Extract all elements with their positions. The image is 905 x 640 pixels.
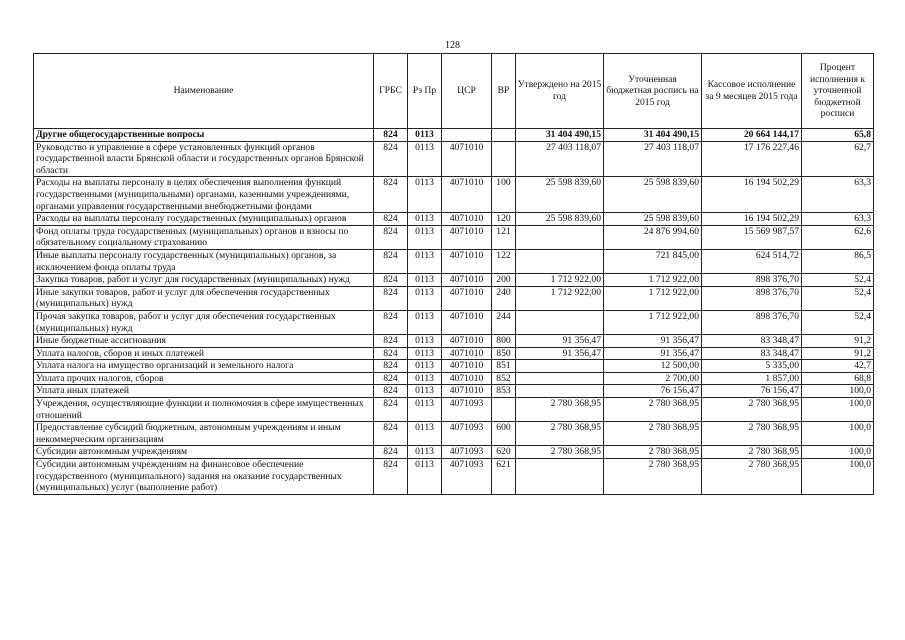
- cell-csr: 4071010: [442, 225, 492, 249]
- cell-percent: 100,0: [802, 398, 874, 422]
- cell-grbs: 824: [374, 360, 408, 373]
- cell-rzpr: 0113: [408, 213, 442, 226]
- cell-csr: [442, 129, 492, 142]
- table-row: [34, 422, 874, 446]
- cell-percent: 62,6: [802, 225, 874, 249]
- header-csr: ЦСР: [442, 54, 492, 129]
- cell-vr: [492, 398, 516, 422]
- cell-approved: 2 780 368,95: [516, 422, 604, 446]
- cell-percent: 65,8: [802, 129, 874, 142]
- table-row: [34, 249, 874, 273]
- cell-refined: 2 700,00: [604, 372, 702, 385]
- cell-percent: 86,5: [802, 249, 874, 273]
- cell-rzpr: 0113: [408, 286, 442, 310]
- table-row: [34, 398, 874, 422]
- cell-refined: 1 712 922,00: [604, 274, 702, 287]
- cell-grbs: 824: [374, 129, 408, 142]
- cell-csr: 4071010: [442, 286, 492, 310]
- cell-cash: 5 335,00: [702, 360, 802, 373]
- cell-cash: 624 514,72: [702, 249, 802, 273]
- cell-refined: 25 598 839,60: [604, 213, 702, 226]
- cell-name: Другие общегосударственные вопросы: [34, 129, 374, 142]
- header-cash: Кассовое исполнение за 9 месяцев 2015 года: [702, 54, 802, 129]
- table-row: [34, 385, 874, 398]
- cell-vr: 850: [492, 347, 516, 360]
- cell-rzpr: 0113: [408, 372, 442, 385]
- header-grbs: ГРБС: [374, 54, 408, 129]
- cell-vr: 853: [492, 385, 516, 398]
- cell-approved: [516, 249, 604, 273]
- cell-name: Учреждения, осуществляющие функции и полномочия в сфере имущественных отношений: [34, 398, 374, 422]
- cell-cash: 17 176 227,46: [702, 141, 802, 177]
- cell-grbs: 824: [374, 385, 408, 398]
- cell-rzpr: 0113: [408, 274, 442, 287]
- header-rzpr: Рз Пр: [408, 54, 442, 129]
- cell-name: Уплата налога на имущество организаций и земельного налога: [34, 360, 374, 373]
- table-row: [34, 129, 874, 142]
- cell-csr: 4071093: [442, 446, 492, 459]
- cell-percent: 100,0: [802, 422, 874, 446]
- cell-name: Иные бюджетные ассигнования: [34, 335, 374, 348]
- cell-percent: 52,4: [802, 310, 874, 334]
- cell-cash: 2 780 368,95: [702, 422, 802, 446]
- cell-vr: 621: [492, 459, 516, 495]
- header-vr: ВР: [492, 54, 516, 129]
- cell-approved: [516, 385, 604, 398]
- cell-grbs: 824: [374, 177, 408, 213]
- cell-rzpr: 0113: [408, 398, 442, 422]
- table-body: [34, 129, 874, 495]
- cell-percent: 91,2: [802, 335, 874, 348]
- cell-csr: 4071093: [442, 422, 492, 446]
- cell-vr: 122: [492, 249, 516, 273]
- cell-refined: 27 403 118,07: [604, 141, 702, 177]
- cell-cash: 2 780 368,95: [702, 398, 802, 422]
- cell-rzpr: 0113: [408, 249, 442, 273]
- cell-csr: 4071010: [442, 310, 492, 334]
- cell-name: Фонд оплаты труда государственных (муниципальных) органов и взносы по обязательному социальному страхованию: [34, 225, 374, 249]
- cell-approved: 27 403 118,07: [516, 141, 604, 177]
- cell-cash: 2 780 368,95: [702, 459, 802, 495]
- table-row: [34, 310, 874, 334]
- cell-refined: 91 356,47: [604, 347, 702, 360]
- cell-csr: 4071010: [442, 372, 492, 385]
- cell-grbs: 824: [374, 372, 408, 385]
- cell-refined: 1 712 922,00: [604, 310, 702, 334]
- cell-csr: 4071010: [442, 141, 492, 177]
- table-row: [34, 177, 874, 213]
- cell-refined: 2 780 368,95: [604, 446, 702, 459]
- cell-csr: 4071010: [442, 274, 492, 287]
- table-row: [34, 141, 874, 177]
- header-row: [34, 54, 874, 129]
- cell-grbs: 824: [374, 310, 408, 334]
- table-row: [34, 347, 874, 360]
- cell-name: Субсидии автономным учреждениям: [34, 446, 374, 459]
- cell-vr: 620: [492, 446, 516, 459]
- cell-grbs: 824: [374, 446, 408, 459]
- cell-approved: 1 712 922,00: [516, 286, 604, 310]
- cell-name: Расходы на выплаты персоналу государственных (муниципальных) органов: [34, 213, 374, 226]
- cell-csr: 4071010: [442, 249, 492, 273]
- cell-cash: 898 376,70: [702, 286, 802, 310]
- header-refined: Уточненная бюджетная роспись на 2015 год: [604, 54, 702, 129]
- cell-cash: 20 664 144,17: [702, 129, 802, 142]
- cell-refined: 2 780 368,95: [604, 422, 702, 446]
- cell-name: Руководство и управление в сфере установленных функций органов государственной власти Брянской области и государственных органов Брянской области: [34, 141, 374, 177]
- cell-cash: 15 569 987,57: [702, 225, 802, 249]
- cell-csr: 4071093: [442, 459, 492, 495]
- cell-csr: 4071010: [442, 177, 492, 213]
- cell-approved: 1 712 922,00: [516, 274, 604, 287]
- cell-cash: 898 376,70: [702, 310, 802, 334]
- cell-refined: 76 156,47: [604, 385, 702, 398]
- table-row: [34, 274, 874, 287]
- cell-rzpr: 0113: [408, 446, 442, 459]
- cell-percent: 91,2: [802, 347, 874, 360]
- cell-rzpr: 0113: [408, 335, 442, 348]
- table-row: [34, 286, 874, 310]
- cell-name: Иные выплаты персоналу государственных (муниципальных) органов, за исключением фонда оплаты труда: [34, 249, 374, 273]
- cell-vr: [492, 129, 516, 142]
- cell-name: Уплата налогов, сборов и иных платежей: [34, 347, 374, 360]
- cell-percent: 52,4: [802, 274, 874, 287]
- cell-vr: 200: [492, 274, 516, 287]
- cell-refined: 2 780 368,95: [604, 398, 702, 422]
- cell-grbs: 824: [374, 213, 408, 226]
- cell-rzpr: 0113: [408, 459, 442, 495]
- cell-vr: 120: [492, 213, 516, 226]
- cell-rzpr: 0113: [408, 141, 442, 177]
- cell-percent: 100,0: [802, 446, 874, 459]
- cell-cash: 898 376,70: [702, 274, 802, 287]
- cell-name: Уплата прочих налогов, сборов: [34, 372, 374, 385]
- cell-csr: 4071010: [442, 360, 492, 373]
- cell-grbs: 824: [374, 459, 408, 495]
- cell-csr: 4071010: [442, 385, 492, 398]
- cell-vr: 600: [492, 422, 516, 446]
- cell-rzpr: 0113: [408, 225, 442, 249]
- cell-percent: 63,3: [802, 213, 874, 226]
- cell-percent: 100,0: [802, 385, 874, 398]
- cell-refined: 1 712 922,00: [604, 286, 702, 310]
- cell-cash: 2 780 368,95: [702, 446, 802, 459]
- page-number: 128: [445, 40, 460, 51]
- table-row: [34, 446, 874, 459]
- cell-csr: 4071010: [442, 347, 492, 360]
- cell-refined: 31 404 490,15: [604, 129, 702, 142]
- cell-grbs: 824: [374, 422, 408, 446]
- cell-grbs: 824: [374, 249, 408, 273]
- cell-name: Прочая закупка товаров, работ и услуг для обеспечения государственных (муниципальных) нужд: [34, 310, 374, 334]
- cell-vr: 244: [492, 310, 516, 334]
- table-row: [34, 225, 874, 249]
- cell-approved: 25 598 839,60: [516, 177, 604, 213]
- cell-approved: 2 780 368,95: [516, 398, 604, 422]
- cell-vr: 100: [492, 177, 516, 213]
- header-name: Наименование: [34, 54, 374, 129]
- cell-cash: 1 857,00: [702, 372, 802, 385]
- cell-name: Предоставление субсидий бюджетным, автономным учреждениям и иным некоммерческим организациям: [34, 422, 374, 446]
- cell-name: Уплата иных платежей: [34, 385, 374, 398]
- cell-name: Закупка товаров, работ и услуг для государственных (муниципальных) нужд: [34, 274, 374, 287]
- cell-vr: [492, 141, 516, 177]
- header-approved: Утверждено на 2015 год: [516, 54, 604, 129]
- cell-grbs: 824: [374, 141, 408, 177]
- cell-approved: 91 356,47: [516, 335, 604, 348]
- cell-grbs: 824: [374, 347, 408, 360]
- cell-grbs: 824: [374, 335, 408, 348]
- cell-approved: 31 404 490,15: [516, 129, 604, 142]
- cell-vr: 852: [492, 372, 516, 385]
- cell-rzpr: 0113: [408, 310, 442, 334]
- cell-cash: 83 348,47: [702, 335, 802, 348]
- cell-vr: 121: [492, 225, 516, 249]
- table-row: [34, 360, 874, 373]
- cell-cash: 16 194 502,29: [702, 177, 802, 213]
- cell-cash: 76 156,47: [702, 385, 802, 398]
- cell-refined: 2 780 368,95: [604, 459, 702, 495]
- table-row: [34, 335, 874, 348]
- table-row: [34, 372, 874, 385]
- table-row: [34, 459, 874, 495]
- cell-approved: [516, 310, 604, 334]
- cell-refined: 12 500,00: [604, 360, 702, 373]
- cell-refined: 25 598 839,60: [604, 177, 702, 213]
- cell-csr: 4071010: [442, 335, 492, 348]
- cell-refined: 91 356,47: [604, 335, 702, 348]
- cell-percent: 42,7: [802, 360, 874, 373]
- cell-name: Иные закупки товаров, работ и услуг для обеспечения государственных (муниципальных) нужд: [34, 286, 374, 310]
- cell-cash: 83 348,47: [702, 347, 802, 360]
- cell-rzpr: 0113: [408, 385, 442, 398]
- table-row: [34, 213, 874, 226]
- cell-grbs: 824: [374, 274, 408, 287]
- cell-name: Расходы на выплаты персоналу в целях обеспечения выполнения функций государственными (муниципальными) органами, казенными учреждениями, органами управления государственными внебюджетными фондами: [34, 177, 374, 213]
- cell-grbs: 824: [374, 398, 408, 422]
- cell-percent: 52,4: [802, 286, 874, 310]
- cell-approved: 2 780 368,95: [516, 446, 604, 459]
- cell-approved: [516, 459, 604, 495]
- cell-rzpr: 0113: [408, 177, 442, 213]
- cell-percent: 68,8: [802, 372, 874, 385]
- cell-approved: 91 356,47: [516, 347, 604, 360]
- cell-rzpr: 0113: [408, 360, 442, 373]
- cell-grbs: 824: [374, 225, 408, 249]
- budget-table: [33, 53, 874, 495]
- cell-csr: 4071010: [442, 213, 492, 226]
- cell-approved: 25 598 839,60: [516, 213, 604, 226]
- cell-rzpr: 0113: [408, 129, 442, 142]
- cell-name: Субсидии автономным учреждениям на финансовое обеспечение государственного (муниципального) задания на оказание государственных (муниципальных) услуг (выполнение работ): [34, 459, 374, 495]
- cell-vr: 240: [492, 286, 516, 310]
- header-percent: Процент исполнения к уточненной бюджетной росписи: [802, 54, 874, 129]
- cell-approved: [516, 372, 604, 385]
- cell-rzpr: 0113: [408, 347, 442, 360]
- cell-csr: 4071093: [442, 398, 492, 422]
- cell-percent: 63,3: [802, 177, 874, 213]
- cell-percent: 100,0: [802, 459, 874, 495]
- cell-grbs: 824: [374, 286, 408, 310]
- cell-cash: 16 194 502,29: [702, 213, 802, 226]
- cell-percent: 62,7: [802, 141, 874, 177]
- cell-approved: [516, 360, 604, 373]
- cell-vr: 851: [492, 360, 516, 373]
- cell-rzpr: 0113: [408, 422, 442, 446]
- cell-vr: 800: [492, 335, 516, 348]
- cell-refined: 24 876 994,60: [604, 225, 702, 249]
- cell-refined: 721 845,00: [604, 249, 702, 273]
- cell-approved: [516, 225, 604, 249]
